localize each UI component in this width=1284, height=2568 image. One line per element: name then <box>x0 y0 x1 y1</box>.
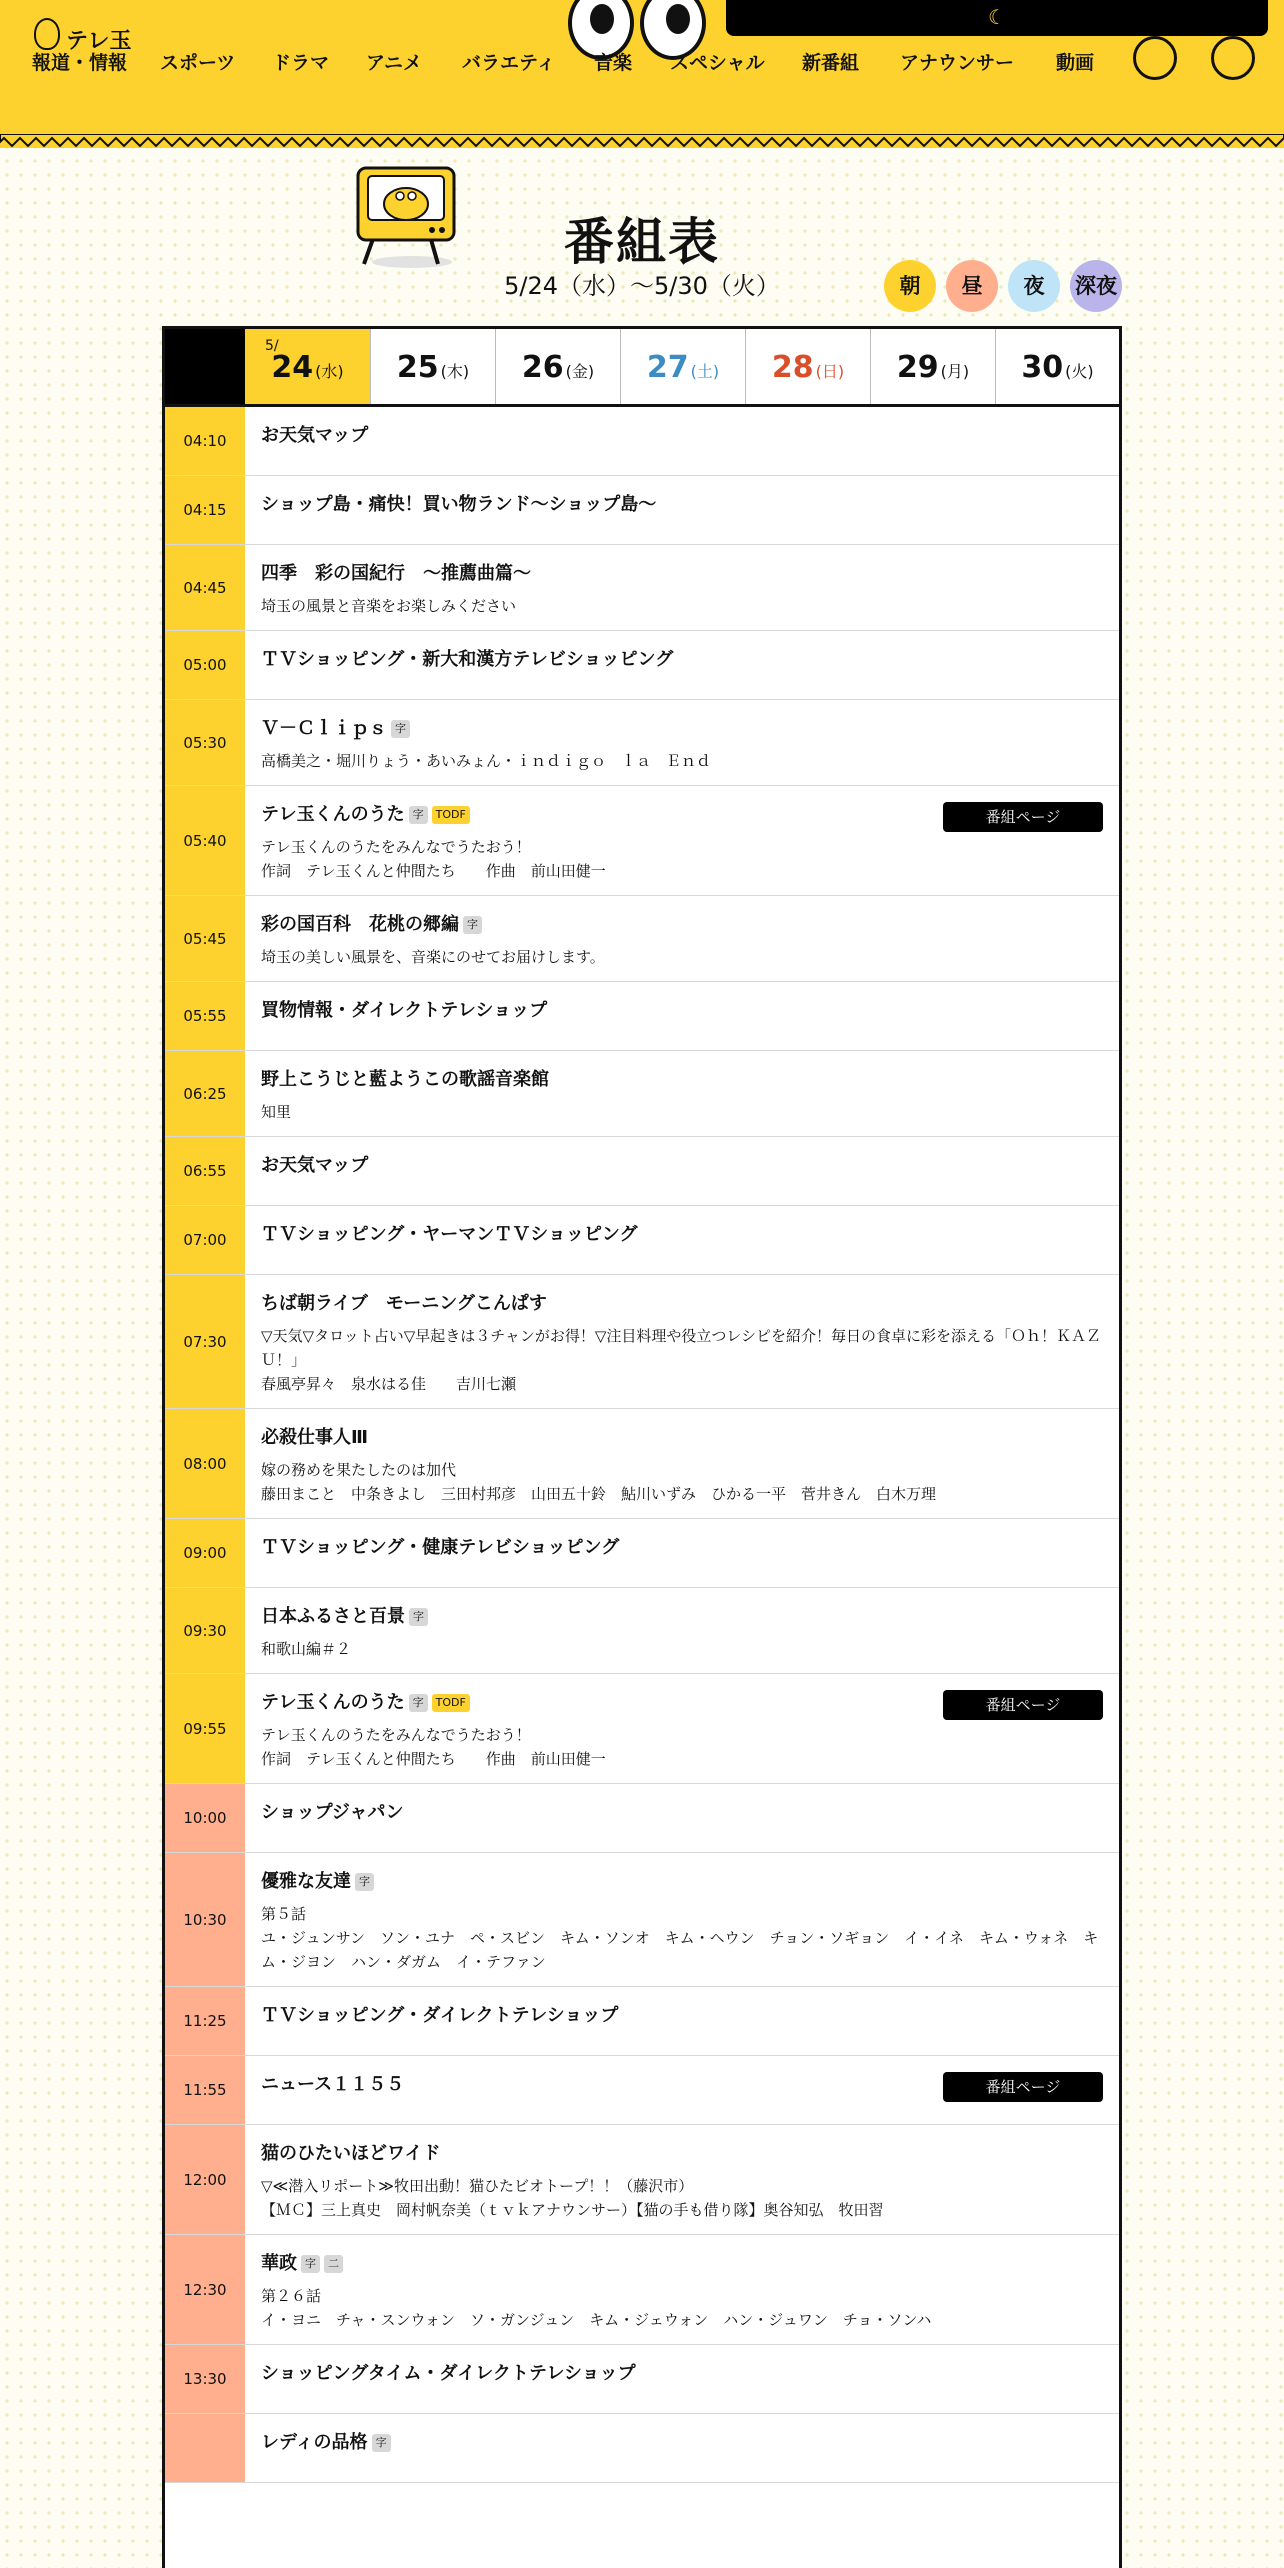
program-description: ▽天気▽タロット占い▽早起きは３チャンがお得！▽注目料理や役立つレシピを紹介！毎日の食卓に彩を添える「Ｏｈ！ＫＡＺＵ！」 春風亭昇々 泉水はる佳 吉川七瀬 <box>261 1327 1102 1393</box>
caption-badge: 字 <box>463 916 482 934</box>
program-row[interactable] <box>165 1519 1119 1588</box>
program-time: 09:30 <box>165 1588 245 1673</box>
program-info <box>245 1987 1119 2055</box>
program-info <box>245 1784 1119 1852</box>
day-tab-27[interactable] <box>620 329 745 404</box>
nav-drama[interactable]: ドラマ <box>272 52 330 74</box>
program-title-line <box>261 1154 1103 1178</box>
program-info <box>245 1853 1119 1986</box>
program-title-line <box>261 913 1103 937</box>
day-number: 25 <box>396 350 439 385</box>
program-page-button[interactable]: 番組ページ <box>943 2072 1103 2102</box>
program-time: 11:25 <box>165 1987 245 2055</box>
day-weekday: (水) <box>315 362 344 381</box>
day-weekday: (日) <box>815 362 845 381</box>
program-time: 05:55 <box>165 982 245 1050</box>
caption-badge: 字 <box>301 2255 320 2273</box>
program-info <box>245 2414 1119 2482</box>
day-tab-28[interactable] <box>745 329 870 404</box>
program-time: 13:30 <box>165 2345 245 2413</box>
program-info <box>245 700 1119 785</box>
program-title[interactable]: 華政 <box>261 2253 297 2274</box>
program-row[interactable] <box>165 2345 1119 2414</box>
day-number: 27 <box>646 350 689 385</box>
program-page-button[interactable]: 番組ページ <box>943 802 1103 832</box>
program-title-line <box>261 999 1103 1023</box>
program-row[interactable] <box>165 700 1119 786</box>
program-title[interactable]: ＴＶショッピング・ダイレクトテレショップ <box>261 2005 619 2026</box>
program-title[interactable]: テレ玉くんのうた <box>261 1692 405 1713</box>
caption-badge: 二 <box>324 2255 343 2273</box>
header-zigzag-border <box>0 134 1284 150</box>
program-time: 10:00 <box>165 1784 245 1852</box>
program-title[interactable]: ＴＶショッピング・健康テレビショッピング <box>261 1537 620 1558</box>
program-row[interactable] <box>165 1137 1119 1206</box>
mascot-logo-icon <box>34 18 60 50</box>
program-title-line <box>261 1426 1103 1450</box>
program-time: 07:00 <box>165 1206 245 1274</box>
program-row[interactable] <box>165 982 1119 1051</box>
tod-noon-button[interactable]: 昼 <box>946 260 998 312</box>
day-tab-29[interactable] <box>870 329 995 404</box>
tod-late-night-button[interactable]: 深夜 <box>1070 260 1122 312</box>
nav-new-programs[interactable]: 新番組 <box>802 52 860 74</box>
program-row[interactable] <box>165 1275 1119 1409</box>
tod-night-button[interactable]: 夜 <box>1008 260 1060 312</box>
caption-badge: 字 <box>391 720 410 738</box>
program-description: 嫁の務めを果たしたのは加代 藤田まこと 中条きよし 三田村邦彦 山田五十鈴 鮎川いずみ ひかる一平 菅井きん 白木万理 <box>261 1461 937 1503</box>
page-title: 番組表 <box>564 213 720 271</box>
program-row[interactable] <box>165 2056 1119 2125</box>
program-title-line <box>261 1605 1103 1629</box>
program-title-line <box>261 648 1103 672</box>
program-row[interactable] <box>165 407 1119 476</box>
program-title[interactable]: ショップ島・痛快！買い物ランド～ショップ島～ <box>261 494 657 515</box>
program-title-line <box>261 2431 1103 2455</box>
program-title[interactable]: ニュース１１５５ <box>261 2074 405 2095</box>
day-weekday: (土) <box>690 362 720 381</box>
program-info <box>245 1206 1119 1274</box>
program-title-line <box>261 493 1103 517</box>
nav-variety[interactable]: バラエティ <box>462 52 556 74</box>
program-row[interactable] <box>165 1409 1119 1519</box>
program-row[interactable] <box>165 896 1119 982</box>
program-description: 高橋美之・堀川りょう・あいみょん・ｉｎｄｉｇｏ ｌａ Ｅｎｄ <box>261 752 712 770</box>
program-row[interactable] <box>165 1987 1119 2056</box>
program-title-line <box>261 562 1103 586</box>
program-title-line <box>261 1292 1103 1316</box>
program-row[interactable] <box>165 786 1119 896</box>
program-time: 08:00 <box>165 1409 245 1518</box>
program-description: ▽≪潜入リポート≫牧田出動！猫ひたビオトープ！！（藤沢市） 【ＭＣ】三上真史 岡村帆奈美（ｔｖｋアナウンサー）【猫の手も借り隊】奥谷知弘 牧田習 <box>261 2177 884 2219</box>
program-time: 12:00 <box>165 2125 245 2234</box>
schedule-table <box>162 326 1122 2568</box>
program-info <box>245 2125 1119 2234</box>
nav-sports[interactable]: スポーツ <box>160 52 236 74</box>
day-month: 5/ <box>265 338 279 354</box>
todf-badge: TODF <box>432 1694 470 1712</box>
program-title[interactable]: ＴＶショッピング・新大和漢方テレビショッピング <box>261 649 674 670</box>
program-row[interactable] <box>165 1051 1119 1137</box>
program-info <box>245 476 1119 544</box>
program-title[interactable]: 必殺仕事人Ⅲ <box>261 1427 369 1448</box>
nav-videos[interactable]: 動画 <box>1056 52 1095 74</box>
day-tab-30[interactable] <box>995 329 1119 404</box>
moon-icon: ☾ <box>988 5 1006 29</box>
program-info <box>245 786 1119 895</box>
main-nav <box>0 48 1284 78</box>
program-info <box>245 1588 1119 1673</box>
program-title[interactable]: ショッピングタイム・ダイレクトテレショップ <box>261 2363 636 2384</box>
day-weekday: (木) <box>440 362 470 381</box>
day-number: 28 <box>771 350 814 385</box>
program-title[interactable]: 優雅な友達 <box>261 1871 351 1892</box>
day-number: 29 <box>896 350 939 385</box>
program-row[interactable] <box>165 1784 1119 1853</box>
program-title-line <box>261 424 1103 448</box>
program-time: 05:45 <box>165 896 245 981</box>
todf-badge: TODF <box>432 806 470 824</box>
program-description: 第５話 ユ・ジュンサン ソン・ユナ ペ・スビン キム・ソンオ キム・ヘウン チョン・ソギョン イ・イネ キム・ウォネ キム・ジヨン ハン・ダガム イ・テファン <box>261 1905 1099 1971</box>
program-description: テレ玉くんのうたをみんなでうたおう！ 作詞 テレ玉くんと仲間たち 作曲 前山田健一 <box>261 1726 606 1768</box>
program-title[interactable]: お天気マップ <box>261 425 369 446</box>
nav-news[interactable]: 報道・情報 <box>32 52 128 74</box>
caption-badge: 字 <box>372 2434 391 2452</box>
program-time: 09:55 <box>165 1674 245 1783</box>
program-info <box>245 545 1119 630</box>
program-description: 知里 <box>261 1103 292 1121</box>
kids-icon[interactable] <box>1133 36 1177 80</box>
nav-announcers[interactable]: アナウンサー <box>900 52 1015 74</box>
program-info <box>245 1674 1119 1783</box>
program-row[interactable] <box>165 2235 1119 2345</box>
program-time: 06:55 <box>165 1137 245 1205</box>
program-row[interactable] <box>165 631 1119 700</box>
program-title[interactable]: ＴＶショッピング・ヤーマンＴＶショッピング <box>261 1224 638 1245</box>
program-info <box>245 1519 1119 1587</box>
program-time: 04:15 <box>165 476 245 544</box>
program-title[interactable]: 猫のひたいほどワイド <box>261 2143 441 2164</box>
day-tab-26[interactable] <box>495 329 620 404</box>
day-tab-25[interactable] <box>370 329 495 404</box>
program-description: 和歌山編＃２ <box>261 1640 352 1658</box>
program-title-line <box>261 1223 1103 1247</box>
program-title-line <box>261 2004 1103 2028</box>
program-description: 第２６話 イ・ヨニ チャ・スンウォン ソ・ガンジュン キム・ジェウォン ハン・ジュワン チョ・ソンハ <box>261 2287 932 2329</box>
day-tabs <box>165 329 1119 407</box>
program-title[interactable]: 買物情報・ダイレクトテレショップ <box>261 1000 548 1021</box>
program-time: 05:00 <box>165 631 245 699</box>
program-time <box>165 2414 245 2482</box>
program-title-line <box>261 1536 1103 1560</box>
caption-badge: 字 <box>409 806 428 824</box>
logo-text: テレ玉 <box>66 29 132 54</box>
program-info <box>245 407 1119 475</box>
program-time: 05:40 <box>165 786 245 895</box>
program-info <box>245 2056 1119 2124</box>
program-info <box>245 1275 1119 1408</box>
caption-badge: 字 <box>355 1873 374 1891</box>
program-description: 埼玉の風景と音楽をお楽しみください <box>261 597 517 615</box>
caption-badge: 字 <box>409 1694 428 1712</box>
day-tabs-corner <box>165 329 245 404</box>
program-title-line <box>261 1801 1103 1825</box>
program-info <box>245 1137 1119 1205</box>
day-number: 30 <box>1021 350 1064 385</box>
day-weekday: (月) <box>940 362 970 381</box>
program-info <box>245 896 1119 981</box>
program-title[interactable]: レディの品格 <box>261 2432 368 2453</box>
program-time: 07:30 <box>165 1275 245 1408</box>
program-info <box>245 982 1119 1050</box>
program-title[interactable]: お天気マップ <box>261 1155 369 1176</box>
program-time: 04:10 <box>165 407 245 475</box>
day-number: 24 <box>271 350 314 385</box>
program-time: 09:00 <box>165 1519 245 1587</box>
program-row[interactable] <box>165 1206 1119 1275</box>
program-title-line <box>261 1870 1103 1894</box>
program-row[interactable] <box>165 1674 1119 1784</box>
program-time: 12:30 <box>165 2235 245 2344</box>
program-info <box>245 2345 1119 2413</box>
program-title[interactable]: ショップジャパン <box>261 1802 404 1823</box>
nav-music[interactable]: 音楽 <box>594 52 633 74</box>
day-weekday: (火) <box>1065 362 1094 381</box>
program-info <box>245 1051 1119 1136</box>
nav-anime[interactable]: アニメ <box>366 52 423 74</box>
program-row[interactable] <box>165 476 1119 545</box>
program-title[interactable]: 四季 彩の国紀行 ～推薦曲篇～ <box>261 563 531 584</box>
program-title-line <box>261 1068 1103 1092</box>
program-description: 埼玉の美しい風景を、音楽にのせてお届けします。 <box>261 948 605 966</box>
program-row[interactable] <box>165 1588 1119 1674</box>
program-page-button[interactable]: 番組ページ <box>943 1690 1103 1720</box>
tod-morning-button[interactable]: 朝 <box>884 260 936 312</box>
program-title-line <box>261 2362 1103 2386</box>
program-time: 11:55 <box>165 2056 245 2124</box>
date-range: 5/24（水）〜5/30（火） <box>504 272 780 300</box>
program-title-line <box>261 717 1103 741</box>
dark-mode-toggle[interactable] <box>726 0 1268 36</box>
program-title-line <box>261 2142 1103 2166</box>
program-time: 10:30 <box>165 1853 245 1986</box>
program-time: 04:45 <box>165 545 245 630</box>
program-title[interactable]: 彩の国百科 花桃の郷編 <box>261 914 459 935</box>
day-weekday: (金) <box>565 362 595 381</box>
nav-special[interactable]: スペシャル <box>670 52 765 74</box>
smartphone-icon[interactable] <box>1211 36 1255 80</box>
program-info <box>245 631 1119 699</box>
program-row[interactable] <box>165 1853 1119 1987</box>
program-info <box>245 2235 1119 2344</box>
program-title[interactable]: Ｖ－Ｃｌｉｐｓ <box>261 718 387 739</box>
program-row[interactable] <box>165 2125 1119 2235</box>
program-row[interactable] <box>165 545 1119 631</box>
site-header <box>0 0 1284 148</box>
program-title[interactable]: ちば朝ライブ モーニングこんぱす <box>261 1293 547 1314</box>
program-list <box>165 407 1119 2483</box>
program-info <box>245 1409 1119 1518</box>
program-description: テレ玉くんのうたをみんなでうたおう！ 作詞 テレ玉くんと仲間たち 作曲 前山田健一 <box>261 838 606 880</box>
day-tab-24[interactable] <box>245 329 370 404</box>
caption-badge: 字 <box>409 1608 428 1626</box>
day-number: 26 <box>521 350 564 385</box>
program-title-line <box>261 2252 1103 2276</box>
program-title[interactable]: 野上こうじと藍ようこの歌謡音楽館 <box>261 1069 549 1090</box>
program-time: 06:25 <box>165 1051 245 1136</box>
program-title[interactable]: テレ玉くんのうた <box>261 804 405 825</box>
program-title[interactable]: 日本ふるさと百景 <box>261 1606 405 1627</box>
program-row[interactable] <box>165 2414 1119 2483</box>
program-time: 05:30 <box>165 700 245 785</box>
